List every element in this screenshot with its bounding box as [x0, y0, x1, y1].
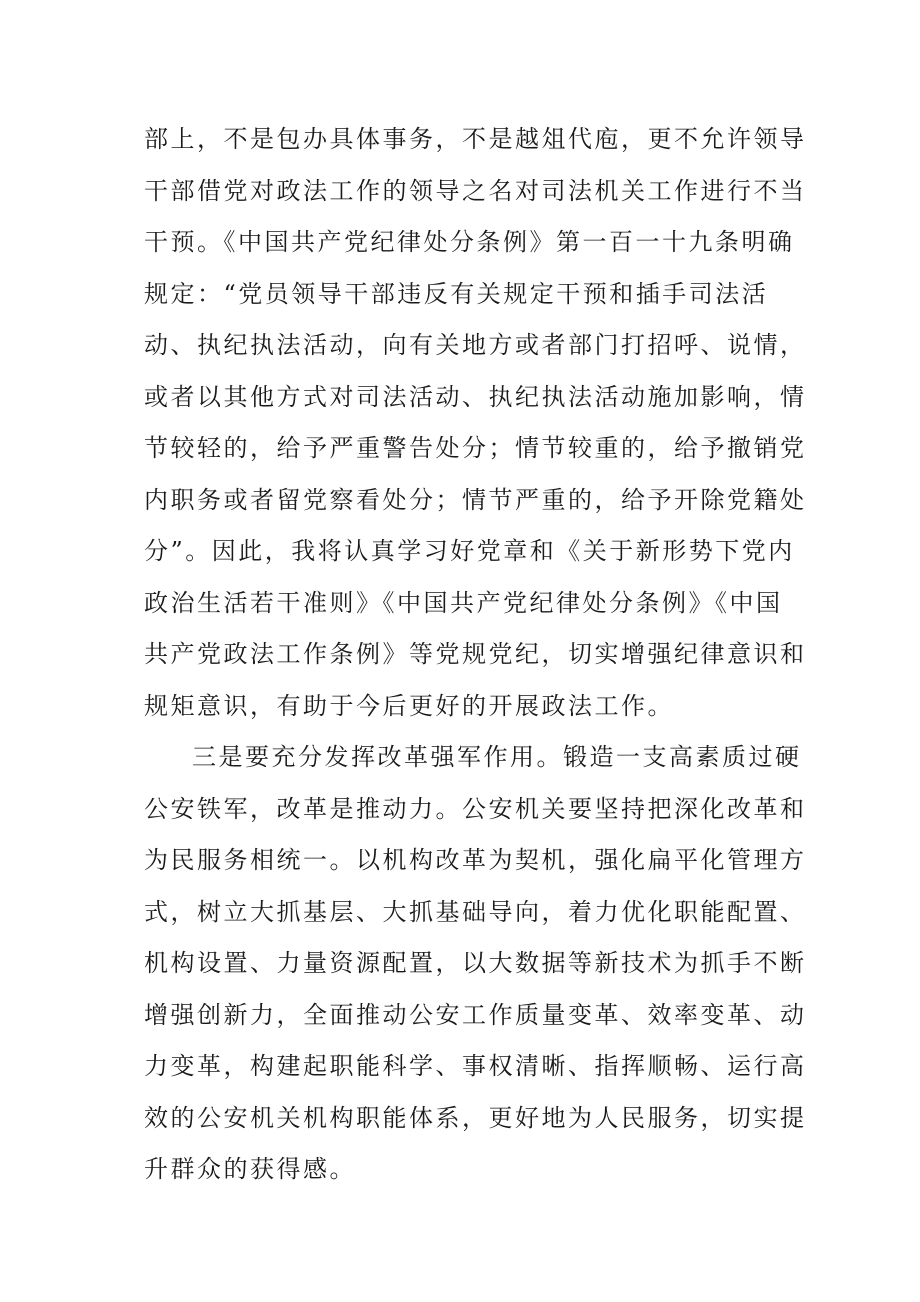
text-line: 干部借党对政法工作的领导之名对司法机关工作进行不当	[144, 176, 807, 205]
text-line: 共产党政法工作条例》等党规党纪，切实增强纪律意识和	[144, 640, 807, 668]
text-line: 分”。因此，我将认真学习好党章和《关于新形势下党内	[144, 537, 795, 565]
text-line: 机构设置、力量资源配置，以大数据等新技术为抓手不断	[144, 949, 807, 977]
text-line: 规矩意识，有助于今后更好的开展政法工作。	[144, 691, 674, 720]
text-line: 动、执纪执法活动，向有关地方或者部门打招呼、说情，	[144, 331, 807, 359]
text-line: 式，树立大抓基层、大抓基础导向，着力优化职能配置、	[144, 897, 807, 926]
text-line: 内职务或者留党察看处分；情节严重的，给予开除党籍处	[144, 485, 807, 514]
text-line: 升群众的获得感。	[144, 1155, 356, 1183]
text-line: 为民服务相统一。以机构改革为契机，强化扁平化管理方	[144, 846, 807, 874]
text-line: 政治生活若干准则》《中国共产党纪律处分条例》《中国	[144, 588, 783, 617]
text-line: 三是要充分发挥改革强军作用。锻造一支高素质过硬	[192, 743, 802, 771]
paragraph-1	[144, 114, 807, 732]
text-line: 效的公安机关机构职能体系，更好地为人民服务，切实提	[144, 1103, 807, 1132]
text-line: 增强创新力，全面推动公安工作质量变革、效率变革、动	[144, 1000, 807, 1029]
text-line: 干预。《中国共产党纪律处分条例》第一百一十九条明确	[144, 228, 795, 256]
text-line: 规定：“党员领导干部违反有关规定干预和插手司法活	[144, 279, 769, 308]
document-body	[144, 114, 807, 1196]
text-line: 公安铁军，改革是推动力。公安机关要坚持把深化改革和	[144, 794, 807, 823]
text-line: 节较轻的，给予严重警告处分；情节较重的，给予撤销党	[144, 434, 807, 462]
text-line: 或者以其他方式对司法活动、执纪执法活动施加影响，情	[144, 382, 807, 411]
paragraph-2	[144, 732, 807, 1196]
text-line: 部上，不是包办具体事务，不是越俎代庖，更不允许领导	[144, 125, 807, 153]
text-line: 力变革，构建起职能科学、事权清晰、指挥顺畅、运行高	[144, 1052, 807, 1080]
